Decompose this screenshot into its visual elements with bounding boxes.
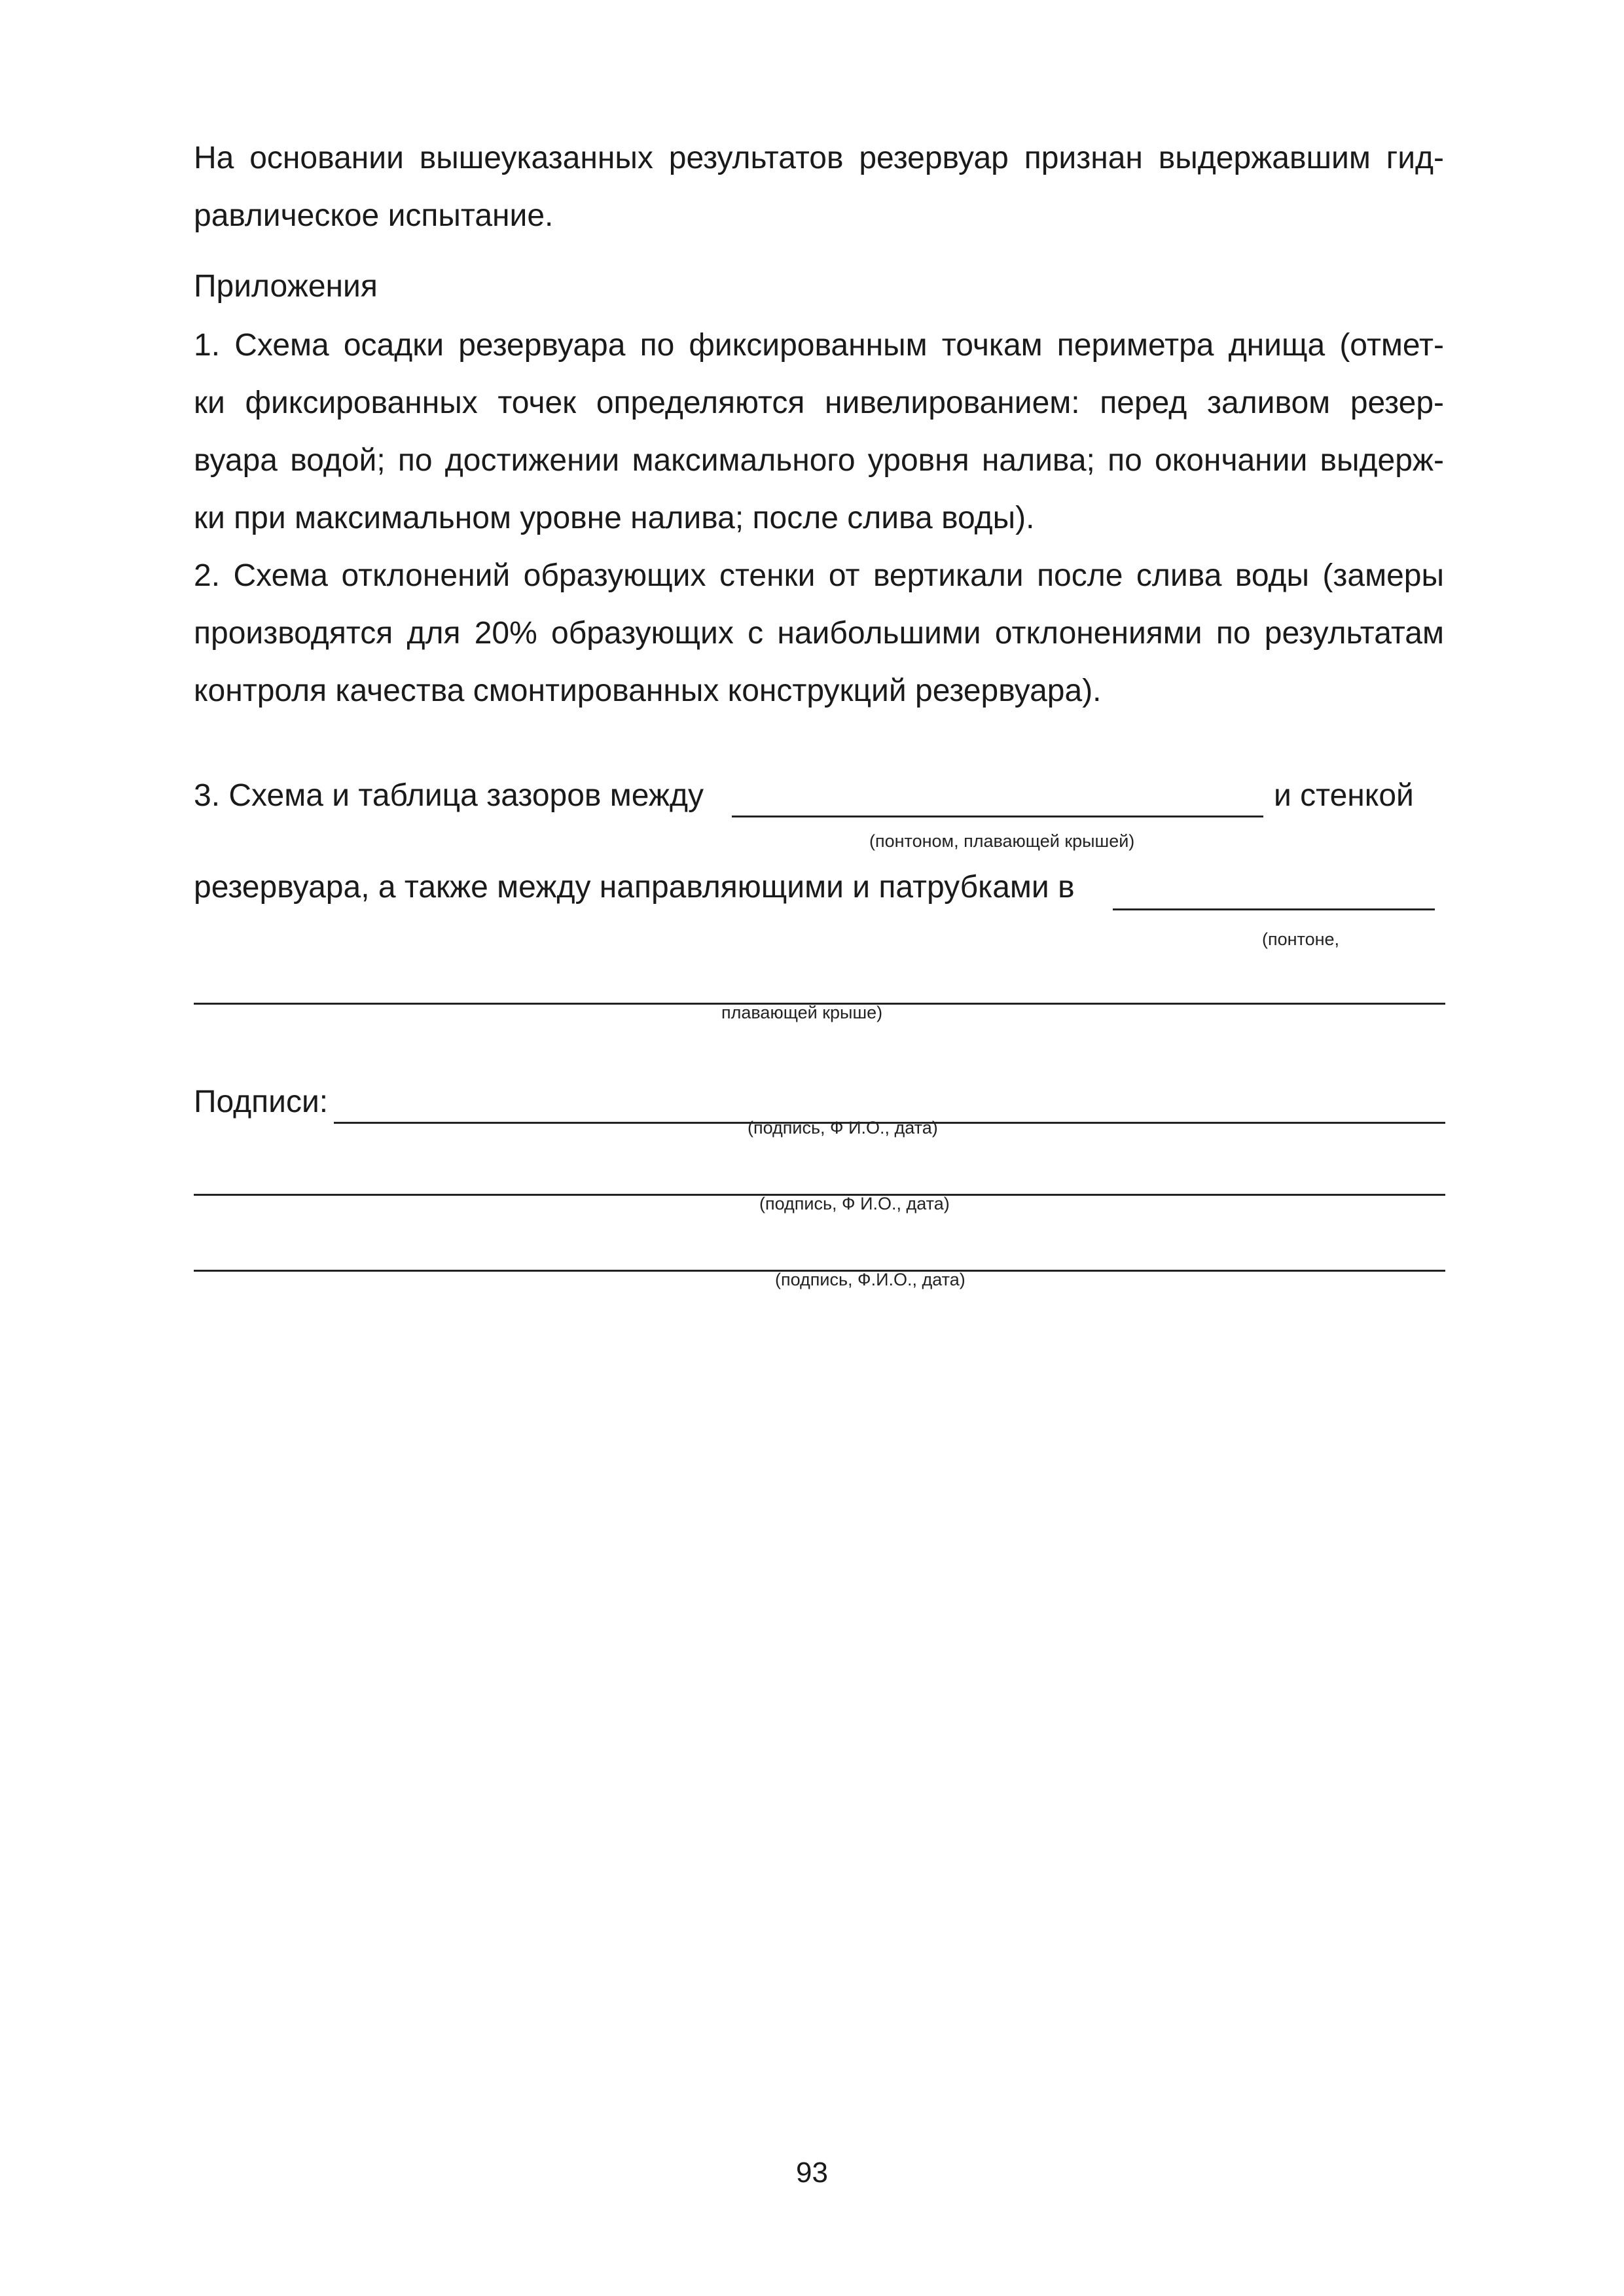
item1-line-3: вуара водой; по достижении максимального уровня налива; по окончании выдерж- bbox=[194, 443, 1444, 478]
signature-caption-2: (подпись, Ф И.О., дата) bbox=[759, 1194, 950, 1213]
item3-lead: 3. Схема и таблица зазоров между bbox=[194, 778, 704, 813]
item2-line-3: контроля качества смонтированных конструкций резервуара). bbox=[194, 673, 1102, 708]
item3-line-2: резервуара, а также между направляющими и патрубками в bbox=[194, 870, 1075, 905]
caption-pontoon-roof: (понтоном, плавающей крышей) bbox=[869, 831, 1135, 851]
item2-line-2: производятся для 20% образующих с наибольшими отклонениями по результатам bbox=[194, 616, 1444, 651]
item1-line-2: ки фиксированных точек определяются нивелированием: перед заливом резер- bbox=[194, 386, 1444, 420]
signature-caption-3: (подпись, Ф.И.О., дата) bbox=[775, 1270, 965, 1289]
item1-line-4: ки при максимальном уровне налива; после слива воды). bbox=[194, 501, 1035, 535]
appendix-heading: Приложения bbox=[194, 269, 378, 304]
item3-after-blank: и стенкой bbox=[1274, 778, 1414, 813]
conclusion-line-1: На основании вышеуказанных результатов резервуар признан выдержавшим гид- bbox=[194, 141, 1444, 175]
item2-line-1: 2. Схема отклонений образующих стенки от вертикали после слива воды (замеры bbox=[194, 558, 1444, 593]
blank-line-pontoon bbox=[732, 816, 1263, 817]
page-number: 93 bbox=[796, 2157, 828, 2189]
caption-floating-roof: плавающей крыше) bbox=[721, 1003, 883, 1022]
blank-line-in-pontoon bbox=[1113, 908, 1435, 910]
conclusion-line-2: равлическое испытание. bbox=[194, 198, 554, 233]
signatures-label: Подписи: bbox=[194, 1085, 329, 1119]
item1-line-1: 1. Схема осадки резервуара по фиксированным точкам периметра днища (отмет- bbox=[194, 328, 1444, 363]
caption-pontoon-open: (понтоне, bbox=[1262, 929, 1340, 949]
signature-caption-1: (подпись, Ф И.О., дата) bbox=[748, 1118, 938, 1138]
